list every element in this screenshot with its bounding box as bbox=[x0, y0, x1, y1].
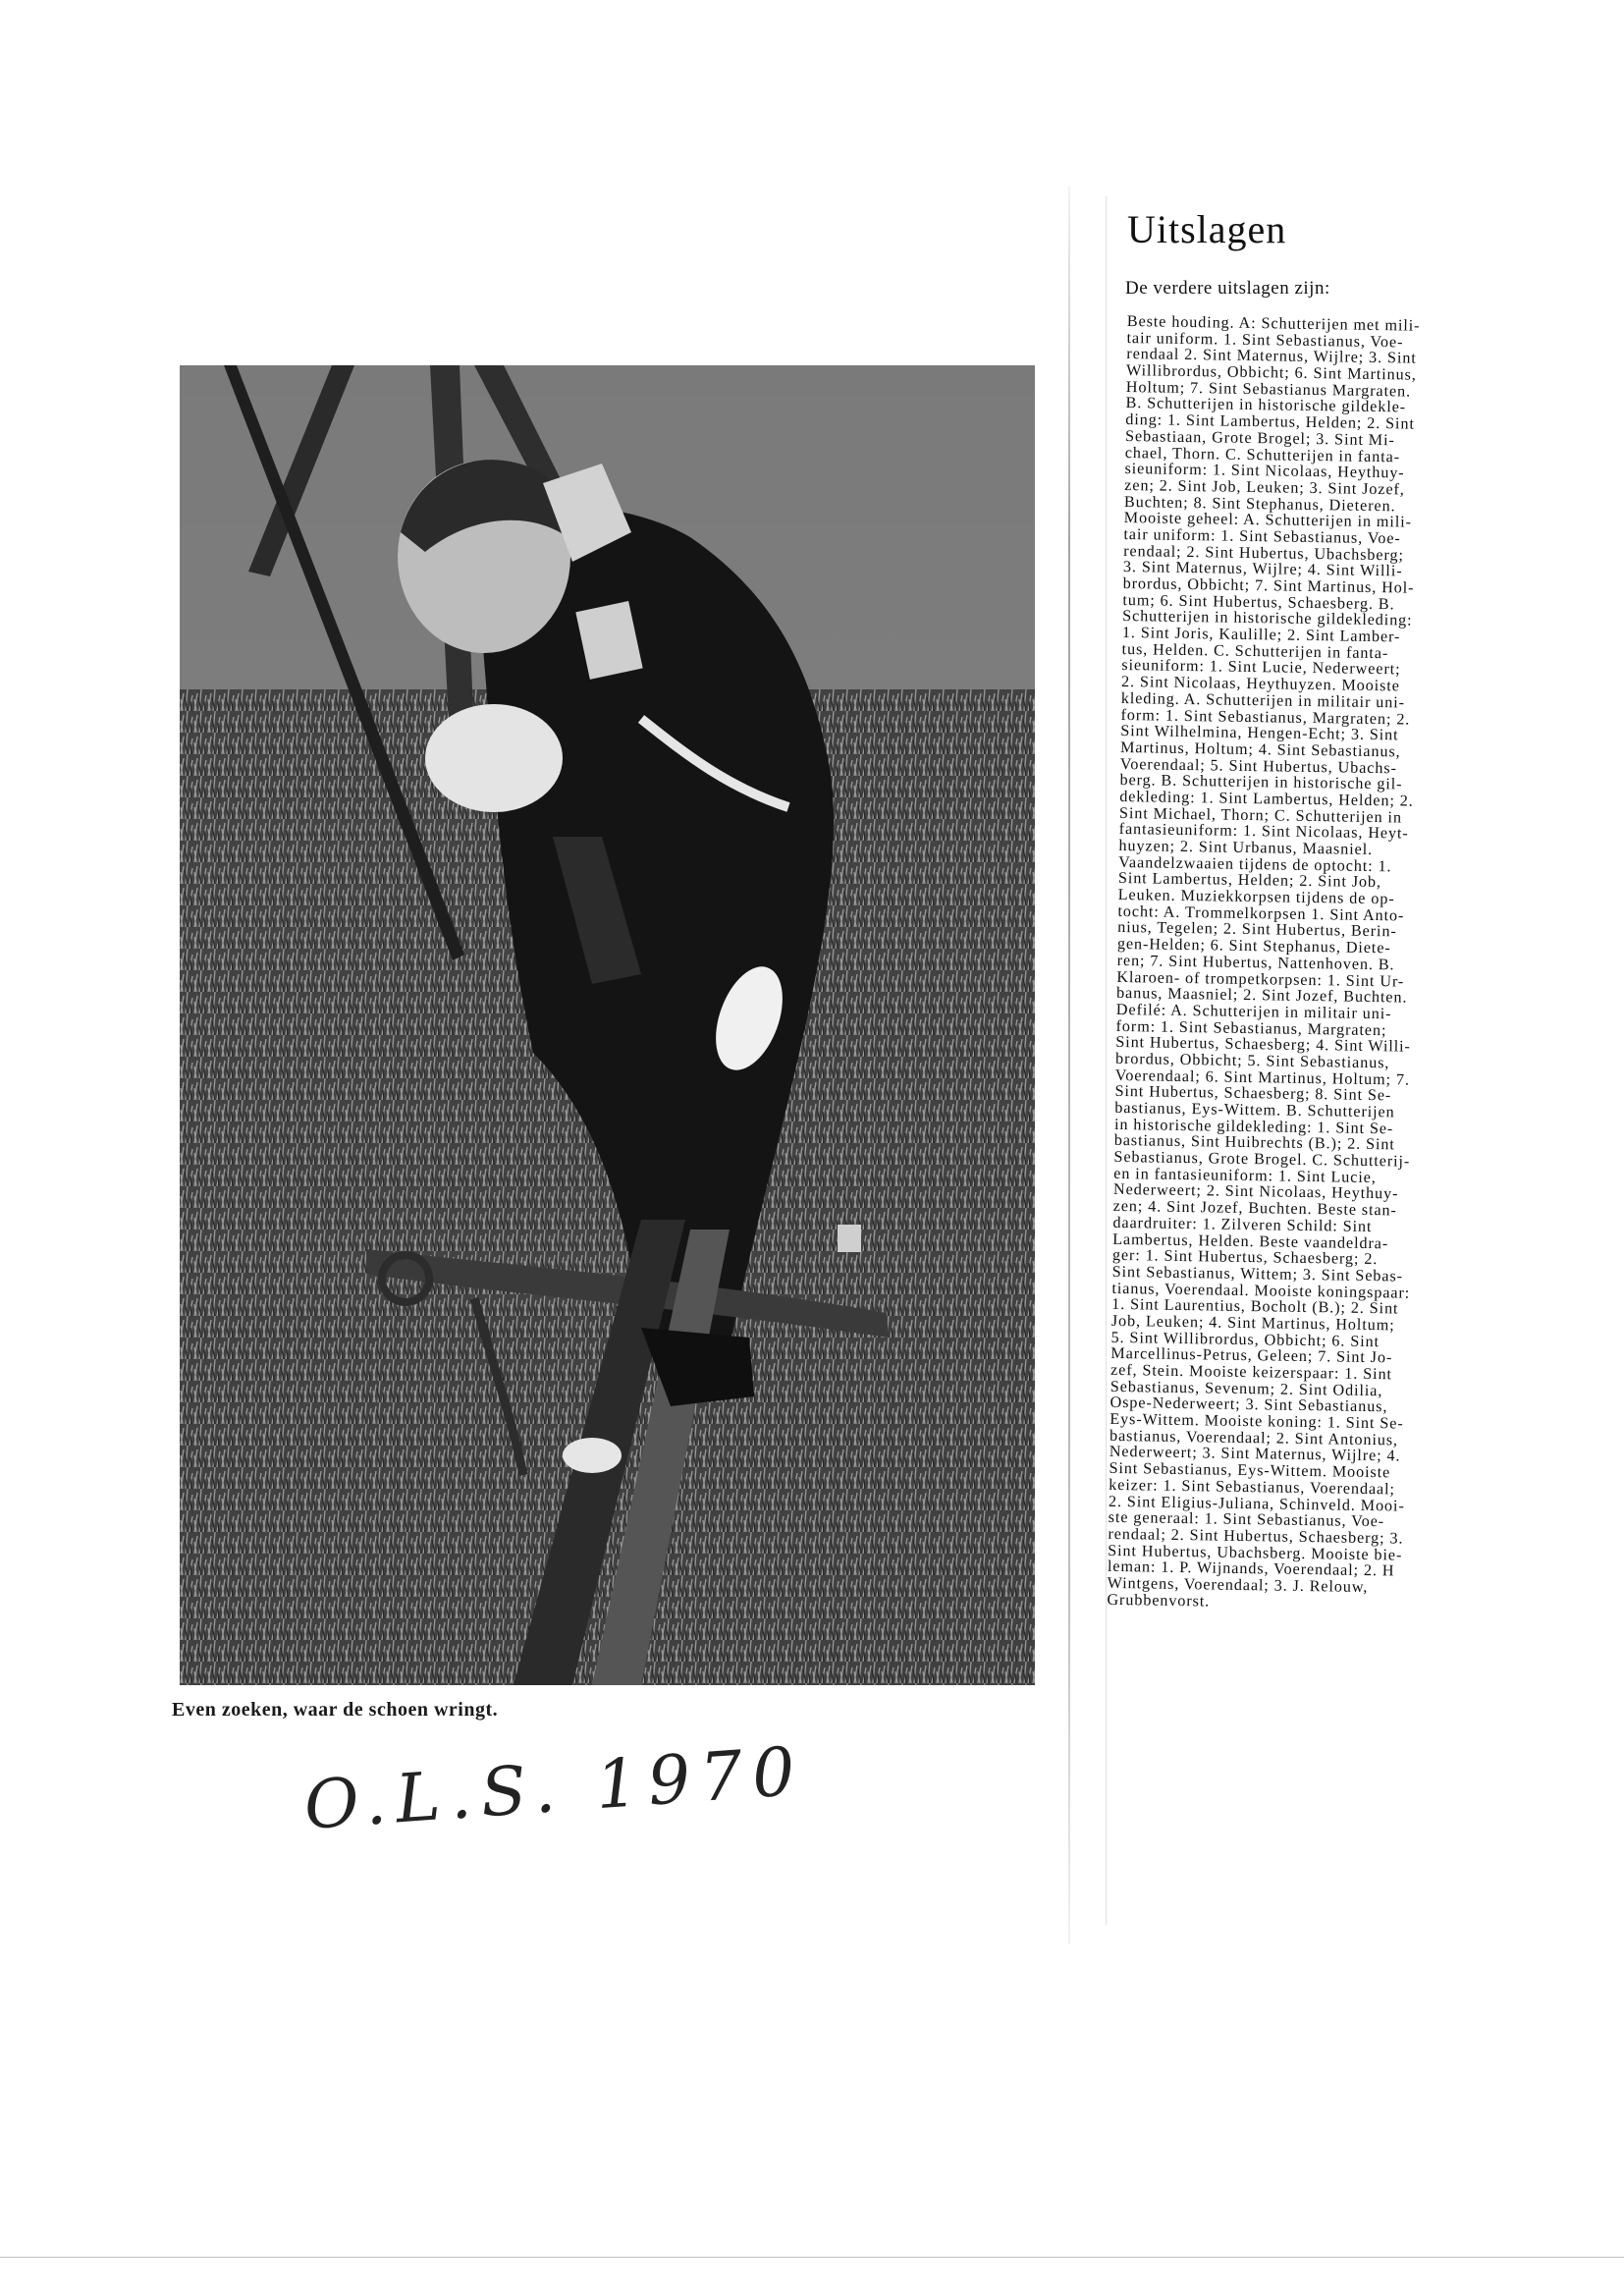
article-line: Sint Sebastianus, Eys-Wittem. Mooiste bbox=[1109, 1458, 1391, 1482]
article-line: sieuniform: 1. Sint Nicolaas, Heythuy- bbox=[1124, 460, 1405, 482]
newspaper-photo bbox=[180, 365, 1035, 1685]
article-line: Job, Leuken; 4. Sint Martinus, Holtum; bbox=[1110, 1311, 1395, 1335]
article-line: ren; 7. Sint Hubertus, Nattenhoven. B. bbox=[1116, 951, 1395, 974]
article-line: 1. Sint Joris, Kaulille; 2. Sint Lamber- bbox=[1121, 624, 1401, 646]
article-line: Wintgens, Voerendaal; 3. J. Relouw, bbox=[1107, 1573, 1369, 1596]
article-line: ste generaal: 1. Sint Sebastianus, Voe- bbox=[1108, 1508, 1385, 1531]
article-line: Defilé: A. Schutterijen in militair uni- bbox=[1115, 1000, 1392, 1023]
article-line: Schutterijen in historische gildekleding: bbox=[1122, 607, 1413, 629]
article-line: fantasieuniform: 1. Sint Nicolaas, Heyt- bbox=[1118, 820, 1409, 843]
article-line: 2. Sint Eligius-Juliana, Schinveld. Mooi- bbox=[1108, 1492, 1405, 1515]
article-line: Voerendaal; 6. Sint Martinus, Holtum; 7. bbox=[1114, 1066, 1410, 1089]
article-line: Sint Sebastianus, Wittem; 3. Sint Sebas- bbox=[1111, 1262, 1404, 1285]
article-line: sieuniform: 1. Sint Lucie, Nederweert; bbox=[1121, 656, 1401, 679]
article-line: daardruiter: 1. Zilveren Schild: Sint bbox=[1112, 1213, 1373, 1235]
article-line: ding: 1. Sint Lambertus, Helden; 2. Sint bbox=[1125, 410, 1415, 433]
article-line: chael, Thorn. C. Schutterijen in fanta- bbox=[1124, 443, 1401, 465]
photo-illustration bbox=[180, 365, 1035, 1685]
article-line: Sint Hubertus, Ubachsberg. Mooiste bie- bbox=[1108, 1541, 1403, 1564]
article-line: Mooiste geheel: A. Schutterijen in mili- bbox=[1123, 509, 1413, 531]
article-line: Holtum; 7. Sint Sebastianus Margraten. bbox=[1125, 377, 1412, 401]
article-line: Martinus, Holtum; 4. Sint Sebastianus, bbox=[1119, 738, 1401, 761]
article-line: gen-Helden; 6. Sint Stephanus, Diete- bbox=[1116, 935, 1391, 957]
article-line: Sint Michael, Thorn; C. Schutterijen in bbox=[1118, 803, 1403, 827]
article-line: Sebastianus, Grote Brogel. C. Schutterij- bbox=[1113, 1147, 1411, 1171]
article-line: Marcellinus-Petrus, Geleen; 7. Sint Jo- bbox=[1110, 1344, 1393, 1367]
article-line: 1. Sint Laurentius, Bocholt (B.); 2. Sint bbox=[1111, 1295, 1399, 1318]
article-line: Leuken. Muziekkorpsen tijdens de op- bbox=[1117, 885, 1395, 908]
article-line: Willibrordus, Obbicht; 6. Sint Martinus, bbox=[1125, 361, 1417, 384]
article-line: dekleding: 1. Sint Lambertus, Helden; 2. bbox=[1119, 787, 1414, 810]
article-line: kleding. A. Schutterijen in militair uni- bbox=[1120, 688, 1406, 712]
article-line: bastianus, Eys-Wittem. B. Schutterijen bbox=[1114, 1098, 1395, 1121]
article-line: Vaandelzwaaien tijdens de optocht: 1. bbox=[1118, 852, 1392, 875]
article-line: zef, Stein. Mooiste keizerspaar: 1. Sint bbox=[1110, 1360, 1393, 1384]
article-line: leman: 1. P. Wijnands, Voerendaal; 2. H bbox=[1107, 1558, 1395, 1580]
article-line: B. Schutterijen in historische gildekle- bbox=[1125, 394, 1407, 416]
article-line: tus, Helden. C. Schutterijen in fanta- bbox=[1121, 639, 1389, 662]
article-line: 2. Sint Nicolaas, Heythuyzen. Mooiste bbox=[1120, 673, 1400, 695]
article-line: Beste houding. A: Schutterijen met mili- bbox=[1126, 312, 1421, 335]
article-line: Klaroen- of trompetkorpsen: 1. Sint Ur- bbox=[1116, 967, 1405, 991]
article-line: zen; 2. Sint Job, Leuken; 3. Sint Jozef, bbox=[1124, 475, 1405, 499]
article-body bbox=[1107, 313, 1549, 1614]
article-line: bastianus, Voerendaal; 2. Sint Antonius, bbox=[1109, 1426, 1399, 1449]
article-line: tum; 6. Sint Hubertus, Schaesberg. B. bbox=[1122, 590, 1395, 614]
article-line: tianus, Voerendaal. Mooiste koningspaar: bbox=[1111, 1279, 1411, 1302]
article-line: Nederweert; 2. Sint Nicolaas, Heythuy- bbox=[1112, 1180, 1399, 1203]
article-line: Nederweert; 3. Sint Maternus, Wijlre; 4. bbox=[1109, 1443, 1401, 1465]
handwritten-annotation: O.L.S. 1970 bbox=[301, 1732, 808, 1845]
article-line: huyzen; 2. Sint Urbanus, Maasniel. bbox=[1118, 836, 1374, 858]
article-line: en in fantasieuniform: 1. Sint Lucie, bbox=[1113, 1164, 1377, 1186]
article-line: Sint Wilhelmina, Hengen-Echt; 3. Sint bbox=[1120, 722, 1399, 744]
article-line: tocht: A. Trommelkorpsen 1. Sint Anto- bbox=[1117, 902, 1405, 925]
article-intro: De verdere uitslagen zijn: bbox=[1125, 278, 1330, 299]
article-line: ger: 1. Sint Hubertus, Schaesberg; 2. bbox=[1111, 1246, 1379, 1269]
article-line: rendaal; 2. Sint Hubertus, Ubachsberg; bbox=[1123, 541, 1404, 565]
article-line: berg. B. Schutterijen in historische gil- bbox=[1119, 771, 1403, 793]
article-title: Uitslagen bbox=[1127, 207, 1287, 251]
article-line: form: 1. Sint Sebastianus, Margraten; 2. bbox=[1120, 705, 1411, 729]
article-line: tair uniform. 1. Sint Sebastianus, Voe- bbox=[1126, 328, 1404, 352]
article-line: rendaal; 2. Sint Hubertus, Schaesberg; 3. bbox=[1108, 1524, 1404, 1548]
clipping-edge bbox=[1068, 187, 1070, 1944]
article-line: Sint Lambertus, Helden; 2. Sint Job, bbox=[1117, 869, 1382, 892]
article-line: Sint Hubertus, Schaesberg; 8. Sint Se- bbox=[1114, 1082, 1392, 1105]
article-line: tair uniform: 1. Sint Sebastianus, Voe- bbox=[1123, 524, 1401, 548]
article-line: in historische gildekleding: 1. Sint Se- bbox=[1113, 1115, 1394, 1138]
article-line: Grubbenvorst. bbox=[1107, 1590, 1211, 1611]
article-line: Lambertus, Helden. Beste vaandeldra- bbox=[1112, 1230, 1389, 1252]
article-line: 5. Sint Willibrordus, Obbicht; 6. Sint bbox=[1110, 1328, 1380, 1350]
article-line: Sebastianus, Sevenum; 2. Sint Odilia, bbox=[1110, 1377, 1383, 1399]
scan-bottom-edge bbox=[0, 2257, 1624, 2258]
article-line: Eys-Wittem. Mooiste koning: 1. Sint Se- bbox=[1110, 1409, 1404, 1433]
article-line: bastianus, Sint Huibrechts (B.); 2. Sint bbox=[1113, 1131, 1395, 1154]
article-line: Ospe-Nederweert; 3. Sint Sebastianus, bbox=[1110, 1394, 1388, 1416]
article-line: Sint Hubertus, Schaesberg; 4. Sint Willi- bbox=[1115, 1033, 1411, 1056]
article-line: rendaal 2. Sint Maternus, Wijlre; 3. Sint bbox=[1126, 345, 1417, 368]
article-line: keizer: 1. Sint Sebastianus, Voerendaal; bbox=[1109, 1475, 1396, 1499]
article-line: zen; 4. Sint Jozef, Buchten. Beste stan- bbox=[1112, 1197, 1397, 1220]
article-line: nius, Tegelen; 2. Sint Hubertus, Berin- bbox=[1117, 918, 1397, 941]
photo-caption: Even zoeken, waar de schoen wringt. bbox=[172, 1699, 499, 1721]
article-column bbox=[1088, 206, 1549, 1611]
article-line: brordus, Obbicht; 7. Sint Martinus, Hol- bbox=[1122, 574, 1415, 597]
article-line: Sebastiaan, Grote Brogel; 3. Sint Mi- bbox=[1124, 426, 1395, 450]
article-line: form: 1. Sint Sebastianus, Margraten; bbox=[1115, 1016, 1387, 1039]
article-line: banus, Maasniel; 2. Sint Jozef, Buchten. bbox=[1115, 984, 1408, 1007]
article-line: Buchten; 8. Sint Stephanus, Dieteren. bbox=[1123, 492, 1396, 515]
article-line: Voerendaal; 5. Sint Hubertus, Ubachs- bbox=[1119, 754, 1397, 777]
article-line: 3. Sint Maternus, Wijlre; 4. Sint Willi- bbox=[1122, 558, 1403, 580]
article-line: brordus, Obbicht; 5. Sint Sebastianus, bbox=[1114, 1049, 1390, 1072]
